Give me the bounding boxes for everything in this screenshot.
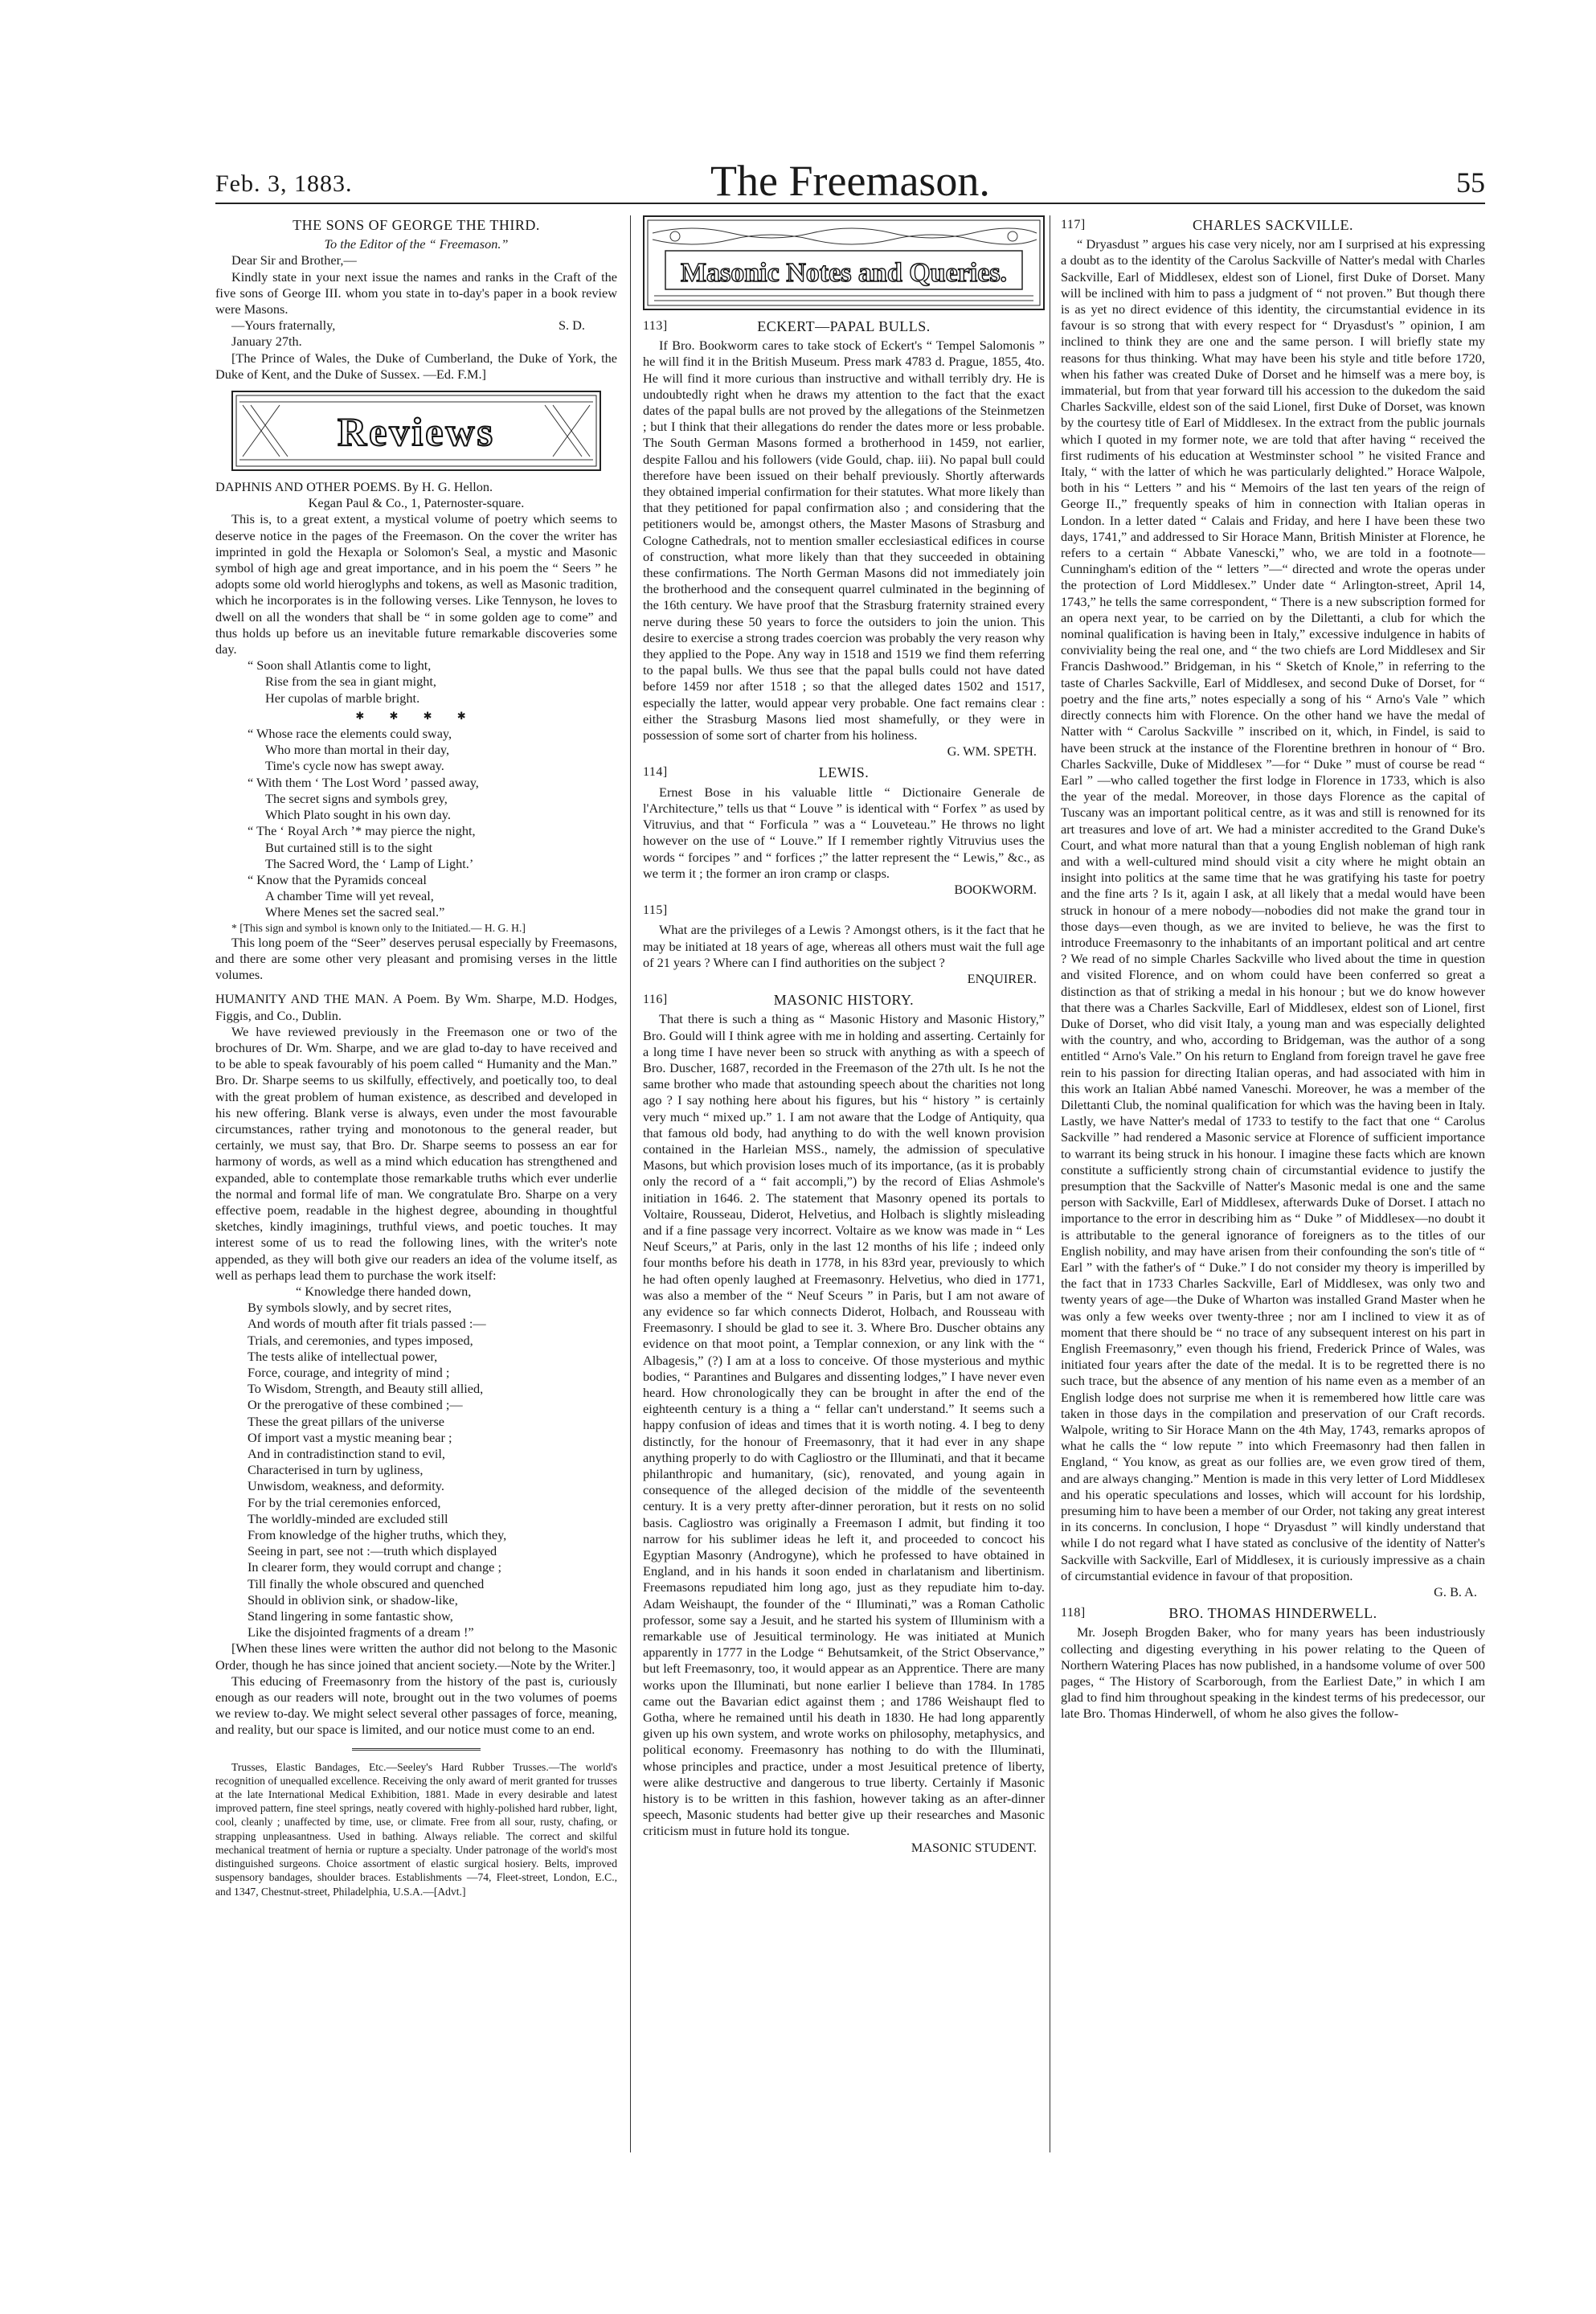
- query-body: Mr. Joseph Brogden Baker, who for many years has been industriously collecting and digesting everything in his power relating to the Queen of Northern Watering Places has now published, in a handsome volume of over 500 pages, “ The History of Scarborough, from the Earliest Date,” in which I am glad to find him throughout speaking in the kindest terms of his predecessor, our late Bro. Thomas Hinderwell, of whom he also gives the follow-: [1061, 1624, 1485, 1722]
- column-rule: [630, 215, 631, 2152]
- query-body: Ernest Bose in his valuable little “ Dictionaire Generale de l'Architecture,” tells us that “ Louve ” is identical with “ Forfex ” as used by Vitruvius, and that “ Forficula ” was a “ Louveteau.” He throws no light however on the use of “ Louve.” If I remember rightly Vitruvius uses the words “ forcipes ” and “ forfices ;” the latter represent the “ Lewis,” &c., as we term it ; the former an iron cramp or clasps.: [643, 784, 1045, 881]
- issue-date: Feb. 3, 1883.: [215, 170, 353, 197]
- letter-closing: —Yours fraternally,: [231, 317, 336, 334]
- review-closing: This educing of Freemasonry from the history of the past is, curiously enough as our readers will note, brought out in the two volumes of poems we review to-day. We might select several other passages of force, meaning, and reality, but our space is limited, and our notice must come to an end.: [215, 1673, 617, 1738]
- poem-line: The secret signs and symbols grey,: [265, 790, 448, 806]
- query-signer: MASONIC STUDENT.: [911, 1839, 1037, 1855]
- poem-line: The Sacred Word, the ‘ Lamp of Light.’: [265, 855, 474, 871]
- poem-line: A chamber Time will yet reveal,: [265, 888, 434, 904]
- poem-line: But curtained still is to the sight: [265, 839, 433, 855]
- letter-date: January 27th.: [231, 334, 302, 350]
- query-title: CHARLES SACKVILLE.: [1192, 217, 1353, 233]
- query-title: MASONIC HISTORY.: [773, 992, 915, 1009]
- query-heading: [1061, 217, 1485, 233]
- review-closing: This long poem of the “Seer” deserves perusal especially by Freemasons, and there are some other very pleasant and promising verses in the little volumes.: [215, 934, 617, 983]
- poem-line: Should in oblivion sink, or shadow-like,: [248, 1591, 458, 1608]
- letter-salutation: Dear Sir and Brother,—: [231, 252, 357, 268]
- poem-line: Like the disjointed fragments of a dream !”: [248, 1624, 474, 1640]
- poem-line: Seeing in part, see not :—truth which displayed: [248, 1543, 497, 1559]
- query-body: “ Dryasdust ” argues his case very nicely, nor am I surprised at his expressing a doubt as to the identity of the Carolus Sackville of Natter's medal with Charles Sackville, Earl of Middlesex, eldest son of Lionel, first Duke of Dorset. Many will be inclined with him to pass a judgment of “ not proven.” But though there is as yet no direct evidence of this identity, the circumstantial evidence in its favour is so strong that with every respect for “ Dryasdust's ” opinion, I am inclined to think they are one and the same person. I will briefly state my reasons for thus thinking. What may have been his style and title before 1720, when his father was created Duke of Dorset and he himself was a mere boy, is immaterial, but from that year forward till his accession to the dukedom the said Charles Sackville, eldest son of the said Lionel, first Duke of Dorset, was known by the courtesy title of Earl of Middlesex. In the extract from the public journals which I quoted in my former note, we are told that after having “ received the first rudiments of his education at Westminster school ” he visited France and Italy, “ with the latter of which he was particularly delighted.” Horace Walpole, both in his “ Letters ” and his “ Memoirs of the last ten years of the reign of George II.,” frequently speaks of him in connection with Italian operas in London. In a letter dated “ Calais and Friday, and here I have been these two days, 1741,” and addressed to Sir Horace Mann, British Minister at Florence, he refers to a certain “ Abbate Vanescki,” who, we are told in a footnote—Cunningham's edition of the “ letters ”—“ directed and wrote the operas under the protection of Lord Middlesex.” Under date “ Arlington-street, April 14, 1743,” he tells the same correspondent, “ There is a new subscription formed for an opera next year, to be carried on by the Dilettanti, a club for which the nominal qualification is having been in Italy,” excessive indulgence in habits of conviviality being the real one, and “ the two chiefs are Lord Middlesex and Sir Francis Dashwood.” Bridgeman, in his “ Sketch of Knole,” in referring to the taste of Charles Sackville, Earl of Middlesex, and second Duke of Dorset, for “ poetry and the fine arts,” notes especially a song of his “ Arno's Vale ” which directly connects him with Florence. On the other hand we have the medal of Natter with “ Carolus Sackville ” inscribed on it, which, in Findel, is said to have been struck at the instance of the Florentine brethren in honour of “ Bro. Charles Sackville, Duke of Middlesex ”—for “ Duke ” must of course be read “ Earl ” —who called together the first lodge in Florence in 1733, which is also the year of the medal. Moreover, in those days Florence as the capital of Tuscany was an important political centre, as it was and still is renowned for its art treasures and love of art. We had a minister accredited to the Grand Duke's Court, and what more natural than that a young English nobleman of high rank and with a well-cultured mind should visit a city where he might obtain an insight into politics at the same time that he was gratifying his taste for poetry and the fine arts ? Is it, again I ask, at all likely that a medal would have been struck in honour of a mere nobody—nobodies did not make the grand tour in those days—even though, as we are invited to believe, he was the first to introduce Freemasonry to the inhabitants of an important political and art centre ? We read of no simple Charles Sackville who lived about the time in question and visited Florence, and on whom could have been conferred so great a distinction as that of striking a medal in his honour ; but we do know however that there was a Charles Sackville, Earl of Middlesex, eldest son of Lionel, first Duke of Dorset, who did visit Italy, a young man and was especially delighted with the country, and who, according to Bridgeman, was the author of a song entitled “ Arno's Vale.” On his return to England from foreign travel he gave free rein to his passion for directing Italian operas, and had associated with him in this work an Italian Abbé named Vaneschi. Moreover, he was a member of the Dilettanti Club, the nominal qualification for which was the having been in Italy. Lastly, we have Natter's medal of 1733 to testify to the fact that one “ Carolus Sackville ” had rendered a Masonic service at Florence of sufficient importance to warrant its being struck in his honour. I imagine these facts which are known constitute a sufficiently strong chain of circumstantial evidence to justify the presumption that the Sackville of Natter's Masonic medal is one and the same person with Sackville, Earl of Middlesex, afterwards Duke of Dorset. I attach no importance to the error in describing him as “ Duke ” of Middlesex—no doubt it is attributable to the general ignorance of foreigners as to the titles of our English nobility, and may have arisen from their confounding the son's title of “ Earl ” with the father's of “ Duke.” I do not consider my theory is imperilled by the fact that in 1733 Charles Sackville, Earl of Middlesex, was only two and twenty years of age—the Duke of Wharton was installed Grand Master when he was only a few weeks over twenty-three ; nor am I inclined to view it as of moment that there should be “ no trace of any subsequent interest on his part in English Freemasonry,” even though his friend, Frederick Prince of Wales, was initiated four years after the date of the medal. It is to be regretted there is no such trace, but the absence of any mention of his name even as a member of an English lodge does not surprise me when it is remembered how little care was taken in those days in the compilation and preservation of our Craft records. Walpole, writing to Sir Horace Mann on the 4th May, 1743, remarks apropos of what he calls the “ low repute ” into which Freemasonry had then fallen in England, “ You know, as great as our follies are, we even grow tired of them, and are always changing.” Mention is made in this very letter of Lord Middlesex and his operatic speculations and losses, which will account for his lordship, presuming him to have been a member of our Order, not taking any great interest in its concerns. In conclusion, I hope “ Dryasdust ” will kindly understand that while I do not regard what I have stated as conclusive of the identity of Natter's Sackville with Sackville, Earl of Middlesex, it is curiously impressive as a chain of circumstantial evidence in favour of that proposition.: [1061, 236, 1485, 1583]
- letter-address: To the Editor of the “ Freemason.”: [324, 236, 509, 252]
- poem-line: Time's cycle now has swept away.: [265, 758, 444, 774]
- review-title: HUMANITY AND THE MAN. A Poem. By Wm. Sharpe, M.D. Hodges, Figgis, and Co., Dublin.: [215, 991, 617, 1023]
- column-1: [215, 215, 617, 1898]
- query-body: What are the privileges of a Lewis ? Amongst others, is it the fact that he may be initiated at 18 years of age, whereas all others must wait the full age of 21 years ? Where can I find authorities on the subject ?: [643, 922, 1045, 970]
- query-number: 115]: [643, 903, 668, 918]
- query-signer: G. WM. SPETH.: [947, 743, 1037, 760]
- poem-line: “ The ‘ Royal Arch ’* may pierce the night,: [248, 823, 476, 839]
- query-heading: [643, 903, 1045, 919]
- page-number: 55: [1456, 166, 1485, 199]
- query-number: 118]: [1061, 1606, 1086, 1620]
- poem-excerpt: [215, 726, 617, 920]
- poem-line: Unwisdom, weakness, and deformity.: [248, 1478, 444, 1494]
- editor-note: [The Prince of Wales, the Duke of Cumberland, the Duke of York, the Duke of Kent, and the Duke of Sussex. —Ed. F.M.]: [215, 350, 617, 382]
- poem-line: “ With them ‘ The Lost Word ’ passed away,: [248, 774, 479, 790]
- poem-line: Characterised in turn by ugliness,: [248, 1462, 424, 1478]
- poem-line: Stand lingering in some fantastic show,: [248, 1608, 453, 1624]
- reviews-banner-text: Reviews: [338, 409, 495, 455]
- review-publisher: Kegan Paul & Co., 1, Paternoster-square.: [308, 495, 525, 511]
- poem-line: “ Whose race the elements could sway,: [248, 726, 452, 742]
- poem-line: “ Knowledge there handed down,: [296, 1283, 472, 1299]
- masthead: [215, 154, 1485, 204]
- column-3: [1061, 215, 1485, 1722]
- poem-line: Or the prerogative of these combined ;—: [248, 1397, 463, 1413]
- query-number: 116]: [643, 993, 668, 1007]
- poem-line: To Wisdom, Strength, and Beauty still allied,: [248, 1381, 484, 1397]
- poem-line: Her cupolas of marble bright.: [265, 690, 420, 706]
- column-2: [643, 215, 1045, 1856]
- query-title: ECKERT—PAPAL BULLS.: [757, 318, 931, 334]
- poem-line: In clearer form, they would corrupt and change ;: [248, 1559, 501, 1575]
- poem-line: The worldly-minded are excluded still: [248, 1510, 448, 1526]
- poem-line: And in contradistinction stand to evil,: [248, 1446, 445, 1462]
- poem-footnote: * [This sign and symbol is known only to the Initiated.— H. G. H.]: [231, 921, 526, 934]
- poem-line: “ Know that the Pyramids conceal: [248, 871, 427, 887]
- notes-queries-banner: [643, 215, 1045, 310]
- section-divider: [352, 1748, 481, 1751]
- poem-line: Trials, and ceremonies, and types imposed,: [248, 1332, 473, 1348]
- advertisement: Trusses, Elastic Bandages, Etc.—Seeley's Hard Rubber Trusses.—The world's recognition of unequalled excellence. Receiving the only award of merit granted for trusses at the late International Medical Exhibition, 1881. Made in every desirable and latest improved pattern, fine steel springs, neatly covered with highly-polished hard rubber, light, cool, cleanly ; unaffected by time, use, or climate. Free from all sour, rusty, chafing, or strapping unpleasantness. Used in bathing. Always reliable. The correct and skilful mechanical treatment of hernia or rupture a specialty. Under patronage of the world's most distinguished surgeons. Choice assortment of elastic surgical hosiery. Belts, improved suspensory bandages, shoulder braces. Establishments —74, Fleet-street, London, E.C., and 1347, Chestnut-street, Philadelphia, U.S.A.—[Advt.]: [215, 1760, 617, 1898]
- newspaper-title: The Freemason.: [710, 157, 990, 205]
- query-number: 113]: [643, 319, 668, 333]
- query-body: If Bro. Bookworm cares to take stock of Eckert's “ Tempel Salomonis ” he will find it in the British Museum. Press mark 4783 d. Prague, 1855, 4to. He will find it more curious than instructive and withall terribly dry. He is undoubtedly right when he draws my attention to the fact that the exact dates of the papal bulls are not proved by the allegations of the Steinmetzen ; but I think that their allegations do render the dates more or less probable. The South German Masons formed a brotherhood in 1459, not earlier, despite Fallou and his followers (vide Gould, chap. iii). No papal bull could therefore have been issued on their behalf previously. Shortly afterwards they obtained imperial confirmation for their statutes. What more likely than that they petitioned for papal confirmation also ; and considering that the petitioners would be, amongst others, the Master Masons of Strasburg and Cologne Cathedrals, not to mention smaller ecclesiastical edifices in course of construction, what more likely than that they succeeded in obtaining these confirmations. The North German Masons did not immediately join the brotherhood and the consequent quarrel culminated in the beginning of the 16th century. We have proof that the Strasburg fraternity strained every nerve during these 50 years to force the outsiders to join the union. This desire to exercise a strong trades coercion was probably the very reason why they applied to the Pope. Any way in 1518 and 1519 we find them referring to the papal bulls. We thus see that the papal bulls could not have dated before 1459 nor after 1518 ; so that the alleged dates 1502 and 1517, especially the latter, would appear very probable. One fact remains clear : either the Strasburg Masons lied most shamefully, or they were in possession of some sort of charter from his holiness.: [643, 338, 1045, 743]
- query-heading: [643, 764, 1045, 780]
- reviews-banner: [231, 391, 601, 471]
- review-title: DAPHNIS AND OTHER POEMS. By H. G. Hellon.: [215, 479, 493, 495]
- query-heading: [643, 318, 1045, 334]
- poem-line: Force, courage, and integrity of mind ;: [248, 1365, 450, 1380]
- query-signer: ENQUIRER.: [967, 970, 1037, 986]
- poem-excerpt: [215, 657, 617, 706]
- author-note: [When these lines were written the author did not belong to the Masonic Order, though he has since joined that ancient society.—Note by the Writer.]: [215, 1640, 617, 1673]
- query-heading: [643, 992, 1045, 1008]
- notes-queries-banner-text: Masonic Notes and Queries.: [680, 258, 1008, 288]
- query-signer: BOOKWORM.: [954, 881, 1037, 897]
- letter-body: Kindly state in your next issue the names and ranks in the Craft of the five sons of George III. whom you state in to-day's paper in a book review were Masons.: [215, 268, 617, 317]
- poem-line: From knowledge of the higher truths, which they,: [248, 1527, 507, 1543]
- poem-line: For by the trial ceremonies enforced,: [248, 1494, 441, 1510]
- stars-divider: ✱ ✱ ✱ ✱: [355, 709, 477, 722]
- poem-line: By symbols slowly, and by secret rites,: [248, 1300, 452, 1316]
- poem-line: “ Soon shall Atlantis come to light,: [248, 657, 432, 674]
- poem-line: These the great pillars of the universe: [248, 1413, 445, 1429]
- review-body: We have reviewed previously in the Freemason one or two of the brochures of Dr. Wm. Sharpe, and we are glad to-day to have received and to be able to speak favourably of his poem called “ Humanity and the Man.” Bro. Dr. Sharpe seems to us skilfully, effectively, and poetically too, to deal with the great problem of human existence, as described and developed in his new offering. Blank verse is always, even under the most favourable circumstances, rather trying and monotonous to the general reader, but certainly, we must say, that Bro. Dr. Sharpe seems to possess an ear for harmony of words, as well as a mind which education has strengthened and expanded, able to contemplate those remarkable truths which ever underlie the normal and formal life of man. We congratulate Bro. Sharpe on a very effective poem, readable in the highest degree, abounding in thoughtful sketches, kindly imaginings, truthful views, and poetic touches. It may interest some of us to read the following lines, with the writer's note appended, as they will both give our readers an idea of the volume itself, as well as perhaps lead them to purchase the work itself:: [215, 1023, 617, 1283]
- poem-line: And words of mouth after fit trials passed :—: [248, 1316, 486, 1332]
- poem-line: Where Menes set the sacred seal.”: [265, 904, 445, 920]
- poem-line: Till finally the whole obscured and quenched: [248, 1575, 485, 1591]
- query-title: LEWIS.: [818, 764, 870, 781]
- poem-excerpt: [215, 1284, 617, 1640]
- poem-line: Of import vast a mystic meaning bear ;: [248, 1429, 452, 1445]
- letter-title: THE SONS OF GEORGE THE THIRD.: [293, 217, 540, 233]
- query-signer: G. B. A.: [1434, 1584, 1477, 1600]
- letter-signer: S. D.: [558, 317, 585, 334]
- poem-line: Who more than mortal in their day,: [265, 742, 450, 758]
- query-title: BRO. THOMAS HINDERWELL.: [1168, 1605, 1377, 1622]
- query-number: 114]: [643, 765, 668, 780]
- query-number: 117]: [1061, 218, 1086, 231]
- query-heading: [1061, 1605, 1485, 1621]
- poem-line: The tests alike of intellectual power,: [248, 1348, 438, 1364]
- poem-line: Rise from the sea in giant might,: [265, 674, 436, 690]
- poem-line: Which Plato sought in his own day.: [265, 807, 451, 823]
- query-body: That there is such a thing as “ Masonic History and Masonic History,” Bro. Gould will I think agree with me in holding and asserting. Certainly for a long time I have never been so struck with anything as with a speech of Bro. Duscher, 1687, recorded in the Freemason of the 27th ult. Is he not the same brother who made that astounding speech about the charities not long ago ? I say nothing here about his figures, but his “ history ” is certainly very much “ mixed up.” 1. I am not aware that the Lodge of Antiquity, qua that famous old body, had anything to do with the well known provision contained in the Harleian MSS., namely, the admission of speculative Masons, but which provision loses much of its importance, (as it is probably only the record of a “ fait accompli,”) by the record of Elias Ashmole's initiation in 1646. 2. The statement that Masonry opened its portals to Voltaire, Rousseau, Diderot, Helvetius, and Holbach is slightly misleading and if a fine passage very incorrect. Voltaire as we know was made in “ Les Neuf Sceurs,” at Paris, only in the last 12 months of his life ; indeed only four months before his death in 1778, in his 83rd year, previously to which he had often openly laughed at Freemasonry. Helvetius, who died in 1771, was also a member of the “ Neuf Sceurs ” in Paris, but I am not aware of any evidence so far which connects Diderot, Holbach, and Rousseau with Freemasonry. I should be glad to see it. 3. Where Bro. Duscher obtains any evidence on that moot point, a Templar connexion, or any link with the “ Albagesis,” (?) I am at a loss to conceive. Of those mysterious and mythic bodies, “ Parantines and Bulgares and dissenting lodges,” I have never even heard. How chronologically they can be brought in after the end of the eighteenth century is a thing a “ fellar can't understand.” It seems such a happy confusion of ideas and times that it is worth noting. 4. I beg to deny distinctly, for the honour of Freemasonry, that it had ever in any shape anything properly to do with Cagliostro or the Illuminati, and that it became philanthropic and humanitary, (sic), renovated, and young again in consequence of the alleged decision of the middle of the seventeenth century. It is a very pretty after-dinner peroration, but it rests on no solid basis. Cagliostro was originally a Freemason I admit, but finding it too narrow for his sublimer ideas he left it, and proceeded to concoct his Egyptian Masonry (Androgyne), which he professed to have obtained in England, and in his hands it soon ended in charlatanism and libertinism. Freemasons repudiated him long ago, just as they repudiate him to-day. Adam Weishaupt, the founder of the “ Illuminati,” was a Roman Catholic professor, some say a Jesuit, and he started his system of Illuminism with a remarkable use of Jesuitical terminology. He was initiated at Munich apparently in 1777 in the Lodge “ Behutsamkeit, of the Strict Observance,” but left Freemasonry, too, it would appear as an Apprentice. There are many works upon the Illuminati, but none earlier I believe than 1784. In 1785 came out the Bavarian edict against them ; and 1786 Weishaupt fled to Gotha, where he remained until his death in 1830. He had long apparently given up his own system, and wrote works on philosophy, metaphysics, and political economy. Freemasonry has nothing to do with the Illuminati, whose principles and practice, under a most Jesuitical pretence of liberty, were alike destructive and dangerous to true liberty. Certainly if Masonic history is to be written in this fashion, however taking as an after-dinner speech, Masonic students had better give up their researches and Masonic criticism must in future hold its tongue.: [643, 1011, 1045, 1839]
- review-body: This is, to a great extent, a mystical volume of poetry which seems to deserve notice in the pages of the Freemason. On the cover the writer has imprinted in gold the Hexapla or Solomon's Seal, a mystic and Masonic symbol of high age and great importance, and in his poem the “ Seers ” he adopts some old world hieroglyphs and tokens, as well as Masonic tradition, which he incorporates is in the following verses. Like Tennyson, he loves to dwell on all the wonders that shall be “ in some golden age to come” and thus holds up before us an inevitable future remarkable discoveries some day.: [215, 511, 617, 657]
